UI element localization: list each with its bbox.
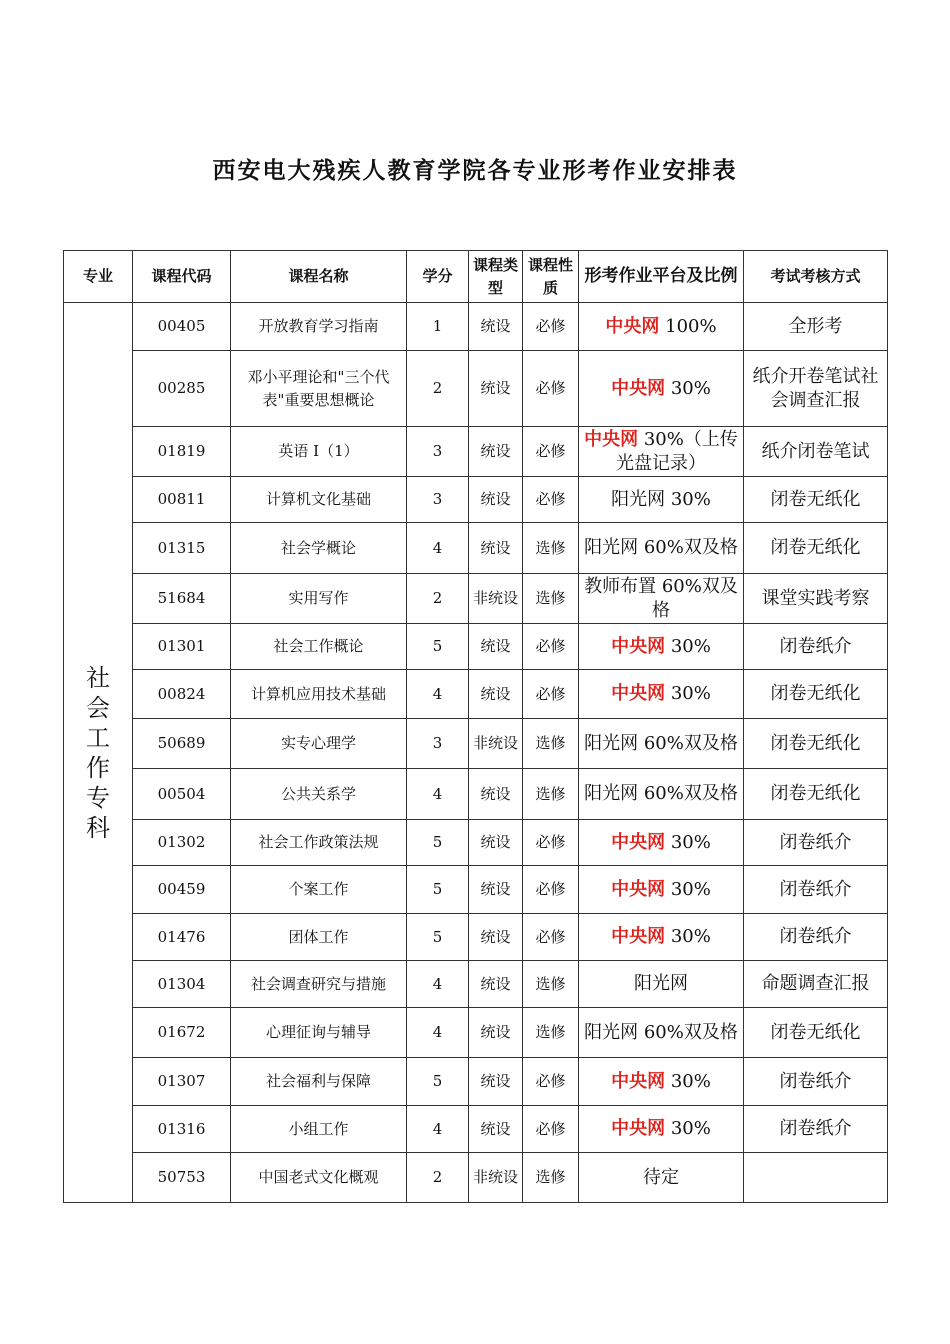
course-credit: 3 [407, 719, 469, 769]
table-row [64, 1153, 888, 1203]
platform-ratio: 60%双及格 [652, 575, 738, 621]
course-name: 社会工作概论 [231, 624, 407, 670]
platform-name: 教师布置 [584, 575, 657, 597]
course-type: 统设 [469, 1058, 523, 1106]
course-nature: 选修 [523, 719, 579, 769]
table-row [64, 820, 888, 866]
course-code: 01302 [133, 820, 231, 866]
course-type: 统设 [469, 303, 523, 351]
platform-name: 阳光网 [584, 1021, 639, 1043]
course-name: 社会工作政策法规 [231, 820, 407, 866]
platform-name: 待定 [643, 1166, 679, 1188]
course-nature: 必修 [523, 427, 579, 477]
platform-ratio: 100% [665, 315, 717, 337]
table-row [64, 523, 888, 574]
platform-name: 阳光网 [584, 783, 639, 804]
platform-name: 阳光网 [634, 973, 688, 994]
course-nature: 必修 [523, 820, 579, 866]
course-name: 计算机文化基础 [231, 477, 407, 523]
header-platform: 形考作业平台及比例 [579, 251, 744, 303]
course-name: 团体工作 [231, 914, 407, 961]
header-type: 课程类型 [469, 251, 523, 303]
course-credit: 4 [407, 670, 469, 719]
header-major: 专业 [64, 251, 133, 303]
platform-cell [579, 574, 744, 624]
course-code: 00504 [133, 769, 231, 820]
platform-name: 阳光网 [611, 488, 666, 510]
course-type: 统设 [469, 624, 523, 670]
platform-name: 中央网 [584, 428, 639, 450]
course-code: 00811 [133, 477, 231, 523]
platform-cell [579, 719, 744, 769]
table-row [64, 351, 888, 427]
table-row [64, 427, 888, 477]
course-credit: 1 [407, 303, 469, 351]
course-nature: 必修 [523, 351, 579, 427]
course-credit: 2 [407, 1153, 469, 1203]
table-row [64, 1008, 888, 1058]
course-code: 51684 [133, 574, 231, 624]
platform-cell [579, 1008, 744, 1058]
course-credit: 4 [407, 1008, 469, 1058]
course-nature: 必修 [523, 866, 579, 914]
course-code: 50689 [133, 719, 231, 769]
platform-cell [579, 351, 744, 427]
course-name: 社会学概论 [231, 523, 407, 574]
platform-name: 阳光网 [584, 537, 639, 558]
course-name: 英语 I（1） [231, 427, 407, 477]
course-credit: 5 [407, 866, 469, 914]
course-code: 00824 [133, 670, 231, 719]
header-exam: 考试考核方式 [744, 251, 888, 303]
course-nature: 选修 [523, 769, 579, 820]
table-row [64, 914, 888, 961]
exam-method: 闭卷纸介 [744, 820, 888, 866]
platform-cell [579, 427, 744, 477]
exam-method: 闭卷无纸化 [744, 1008, 888, 1058]
course-name: 中国老式文化概观 [231, 1153, 407, 1203]
platform-ratio: 30% [670, 1070, 711, 1092]
exam-method: 闭卷无纸化 [744, 769, 888, 820]
course-nature: 必修 [523, 303, 579, 351]
platform-cell [579, 866, 744, 914]
platform-ratio: 30% [670, 683, 711, 704]
platform-name: 中央网 [611, 1070, 666, 1092]
header-code: 课程代码 [133, 251, 231, 303]
exam-method: 闭卷纸介 [744, 1058, 888, 1106]
exam-method: 闭卷无纸化 [744, 477, 888, 523]
course-type: 统设 [469, 523, 523, 574]
table-row [64, 1106, 888, 1153]
course-name: 邓小平理论和"三个代表"重要思想概论 [231, 351, 407, 427]
platform-cell [579, 1058, 744, 1106]
table-row [64, 866, 888, 914]
exam-method: 闭卷纸介 [744, 914, 888, 961]
course-type: 统设 [469, 477, 523, 523]
course-name: 计算机应用技术基础 [231, 670, 407, 719]
course-credit: 5 [407, 914, 469, 961]
course-credit: 2 [407, 351, 469, 427]
course-type: 非统设 [469, 719, 523, 769]
course-name: 社会福利与保障 [231, 1058, 407, 1106]
course-name: 公共关系学 [231, 769, 407, 820]
header-nature: 课程性质 [523, 251, 579, 303]
platform-cell [579, 624, 744, 670]
course-nature: 必修 [523, 1058, 579, 1106]
table-row [64, 961, 888, 1008]
header-row [64, 251, 888, 303]
course-credit: 4 [407, 769, 469, 820]
course-code: 00459 [133, 866, 231, 914]
course-code: 01476 [133, 914, 231, 961]
exam-method: 纸介开卷笔试社会调查汇报 [744, 351, 888, 427]
table-row [64, 477, 888, 523]
course-name: 小组工作 [231, 1106, 407, 1153]
platform-name: 中央网 [611, 635, 666, 657]
platform-ratio: 60%双及格 [643, 1021, 738, 1043]
course-type: 统设 [469, 427, 523, 477]
course-credit: 3 [407, 477, 469, 523]
course-code: 01304 [133, 961, 231, 1008]
course-type: 统设 [469, 820, 523, 866]
course-code: 01315 [133, 523, 231, 574]
course-code: 01316 [133, 1106, 231, 1153]
course-code: 01307 [133, 1058, 231, 1106]
course-code: 50753 [133, 1153, 231, 1203]
course-credit: 5 [407, 820, 469, 866]
course-name: 开放教育学习指南 [231, 303, 407, 351]
header-name: 课程名称 [231, 251, 407, 303]
platform-cell [579, 961, 744, 1008]
course-type: 统设 [469, 670, 523, 719]
platform-cell [579, 1153, 744, 1203]
exam-method [744, 1153, 888, 1203]
course-credit: 5 [407, 1058, 469, 1106]
exam-method: 全形考 [744, 303, 888, 351]
platform-ratio: 30% [670, 635, 711, 657]
course-nature: 必修 [523, 624, 579, 670]
course-nature: 必修 [523, 477, 579, 523]
platform-cell [579, 303, 744, 351]
course-nature: 必修 [523, 670, 579, 719]
exam-method: 命题调查汇报 [744, 961, 888, 1008]
course-name: 社会调查研究与措施 [231, 961, 407, 1008]
platform-ratio: 30% [670, 377, 711, 399]
header-credit: 学分 [407, 251, 469, 303]
table-row [64, 769, 888, 820]
exam-method: 闭卷无纸化 [744, 670, 888, 719]
platform-name: 中央网 [611, 1118, 666, 1139]
course-nature: 选修 [523, 574, 579, 624]
course-type: 统设 [469, 351, 523, 427]
course-credit: 5 [407, 624, 469, 670]
platform-name: 中央网 [605, 315, 660, 337]
course-type: 统设 [469, 914, 523, 961]
course-credit: 4 [407, 1106, 469, 1153]
course-nature: 选修 [523, 523, 579, 574]
platform-cell [579, 670, 744, 719]
table-row [64, 624, 888, 670]
table-row [64, 303, 888, 351]
course-type: 统设 [469, 961, 523, 1008]
course-name: 实用写作 [231, 574, 407, 624]
table-row [64, 719, 888, 769]
platform-ratio: 30% [670, 831, 711, 853]
course-code: 00285 [133, 351, 231, 427]
platform-ratio: 30% [670, 1118, 711, 1139]
exam-method: 闭卷纸介 [744, 866, 888, 914]
exam-method: 闭卷无纸化 [744, 719, 888, 769]
course-credit: 2 [407, 574, 469, 624]
course-code: 01301 [133, 624, 231, 670]
platform-name: 中央网 [611, 683, 666, 704]
course-nature: 必修 [523, 1106, 579, 1153]
course-credit: 4 [407, 961, 469, 1008]
platform-name: 中央网 [611, 878, 666, 900]
platform-ratio: 60%双及格 [643, 537, 738, 558]
course-nature: 选修 [523, 1008, 579, 1058]
course-name: 实专心理学 [231, 719, 407, 769]
exam-method: 课堂实践考察 [744, 574, 888, 624]
course-name: 个案工作 [231, 866, 407, 914]
major-name: 社会工作专科 [86, 663, 110, 842]
platform-cell [579, 477, 744, 523]
major-cell [64, 303, 133, 1203]
exam-method: 闭卷纸介 [744, 1106, 888, 1153]
course-code: 01672 [133, 1008, 231, 1058]
course-nature: 选修 [523, 1153, 579, 1203]
course-type: 统设 [469, 866, 523, 914]
platform-ratio: 30%（上传光盘记录） [616, 428, 738, 474]
exam-method: 闭卷无纸化 [744, 523, 888, 574]
platform-ratio: 30% [670, 926, 711, 947]
platform-cell [579, 769, 744, 820]
course-type: 统设 [469, 769, 523, 820]
platform-name: 中央网 [611, 926, 666, 947]
platform-cell [579, 914, 744, 961]
course-type: 统设 [469, 1106, 523, 1153]
platform-cell [579, 820, 744, 866]
course-code: 00405 [133, 303, 231, 351]
platform-name: 中央网 [611, 377, 666, 399]
course-name: 心理征询与辅导 [231, 1008, 407, 1058]
course-type: 统设 [469, 1008, 523, 1058]
platform-cell [579, 1106, 744, 1153]
course-credit: 4 [407, 523, 469, 574]
exam-method: 闭卷纸介 [744, 624, 888, 670]
platform-name: 中央网 [611, 831, 666, 853]
platform-ratio: 30% [670, 488, 711, 510]
exam-method: 纸介闭卷笔试 [744, 427, 888, 477]
platform-ratio: 60%双及格 [643, 783, 738, 804]
course-type: 非统设 [469, 574, 523, 624]
course-type: 非统设 [469, 1153, 523, 1203]
page-title: 西安电大残疾人教育学院各专业形考作业安排表 [212, 158, 738, 184]
table-row [64, 574, 888, 624]
platform-cell [579, 523, 744, 574]
table-row [64, 1058, 888, 1106]
course-code: 01819 [133, 427, 231, 477]
course-credit: 3 [407, 427, 469, 477]
table-row [64, 670, 888, 719]
platform-name: 阳光网 [584, 732, 639, 754]
course-nature: 选修 [523, 961, 579, 1008]
platform-ratio: 60%双及格 [643, 732, 738, 754]
schedule-table [63, 250, 888, 1203]
platform-ratio: 30% [670, 878, 711, 900]
course-nature: 必修 [523, 914, 579, 961]
